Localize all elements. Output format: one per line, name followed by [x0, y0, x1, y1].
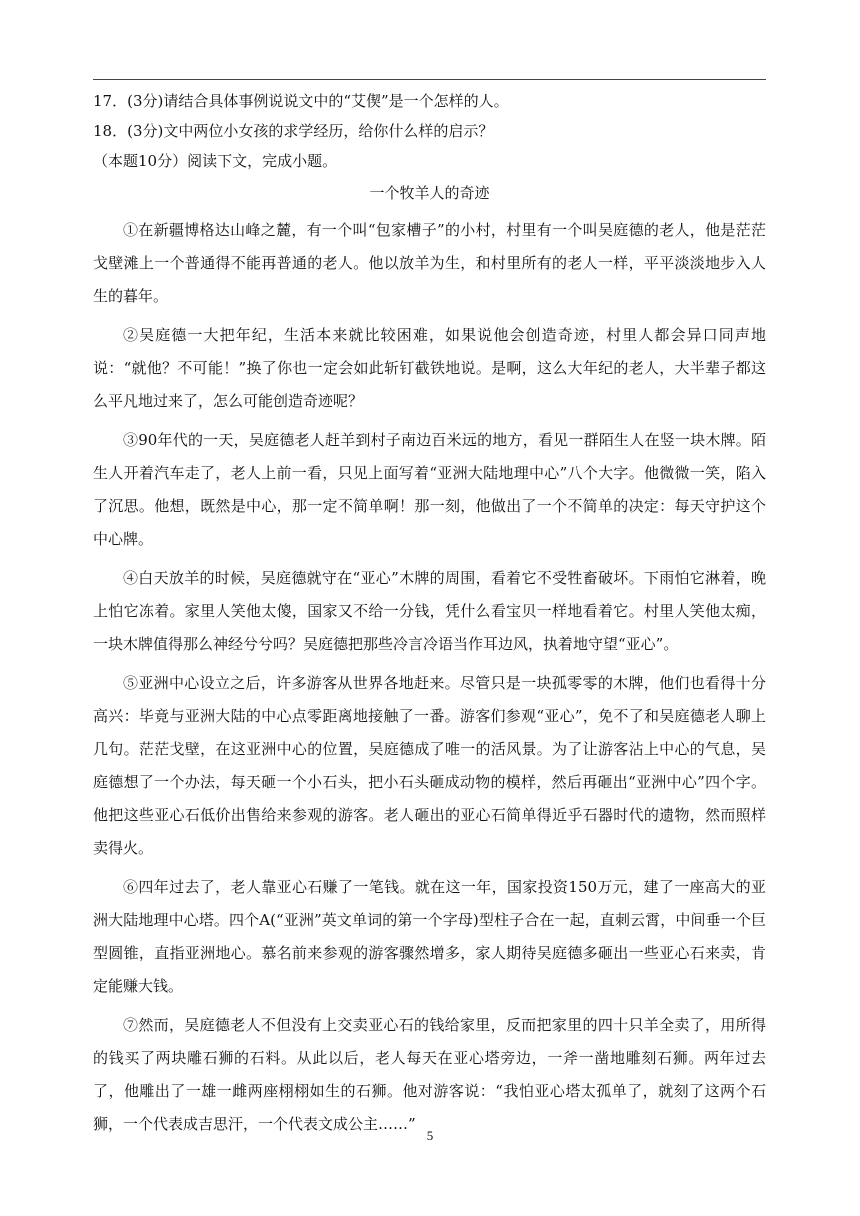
page-content [93, 86, 766, 1147]
article-title: 一个牧羊人的奇迹 [369, 184, 490, 202]
paragraph-3: ③90年代的一天，吴庭德老人赶羊到村子南边百米远的地方，看见一群陌生人在竖一块木牌。陌生人开着汽车走了，老人上前一看，只见上面写着“亚洲大陆地理中心”八个大字。他微微一笑，陷入了沉思。他想，既然是中心，那一定不简单啊！那一刻，他做出了一个不简单的决定：每天守护这个中心牌。 [93, 431, 766, 548]
paragraph-2: ②吴庭德一大把年纪，生活本来就比较困难，如果说他会创造奇迹，村里人都会异口同声地说：“就他？不可能！”换了你也一定会如此斩钉截铁地说。是啊，这么大年纪的老人，大半辈子都这么平凡地过来了，怎么可能创造奇迹呢？ [93, 326, 766, 410]
paragraph-1: ①在新疆博格达山峰之麓，有一个叫“包家槽子”的小村，村里有一个叫吴庭德的老人，他是茫茫戈壁滩上一个普通得不能再普通的老人。他以放羊为生，和村里所有的老人一样，平平淡淡地步入人生的暮年。 [93, 221, 766, 305]
question-17: 17．(3分)请结合具体事例说说文中的“艾偰”是一个怎样的人。 [93, 92, 509, 110]
section-intro: （本题10分）阅读下文，完成小题。 [93, 152, 338, 170]
question-18: 18．(3分)文中两位小女孩的求学经历，给你什么样的启示？ [93, 122, 494, 140]
page-number: 5 [426, 1128, 434, 1143]
paragraph-4: ④白天放羊的时候，吴庭德就守在“亚心”木牌的周围，看着它不受牲畜破坏。下雨怕它淋着，晚上怕它冻着。家里人笑他太傻，国家又不给一分钱，凭什么看宝贝一样地看着它。村里人笑他太痴，一块木牌值得那么神经兮兮吗？吴庭德把那些冷言冷语当作耳边风，执着地守望“亚心”。 [93, 569, 766, 653]
paragraph-5: ⑤亚洲中心设立之后，许多游客从世界各地赶来。尽管只是一块孤零零的木牌，他们也看得十分高兴：毕竟与亚洲大陆的中心点零距离地接触了一番。游客们参观“亚心”，免不了和吴庭德老人聊上几句。茫茫戈壁，在这亚洲中心的位置，吴庭德成了唯一的活风景。为了让游客沾上中心的气息，吴庭德想了一个办法，每天砸一个小石头，把小石头砸成动物的模样，然后再砸出“亚洲中心”四个字。他把这些亚心石低价出售给来参观的游客。老人砸出的亚心石简单得近乎石器时代的遗物，然而照样卖得火。 [93, 674, 766, 857]
paragraph-6: ⑥四年过去了，老人靠亚心石赚了一笔钱。就在这一年，国家投资150万元，建了一座高大的亚洲大陆地理中心塔。四个A(“亚洲”英文单词的第一个字母)型柱子合在一起，直刺云霄，中间垂一个巨型圆锥，直指亚洲地心。慕名前来参观的游客骤然增多，家人期待吴庭德多砸出一些亚心石来卖，肯定能赚大钱。 [93, 878, 766, 995]
header-rule [93, 79, 766, 80]
paragraph-7: ⑦然而，吴庭德老人不但没有上交卖亚心石的钱给家里，反而把家里的四十只羊全卖了，用所得的钱买了两块雕石狮的石料。从此以后，老人每天在亚心塔旁边，一斧一凿地雕刻石狮。两年过去了，他雕出了一雄一雌两座栩栩如生的石狮。他对游客说：“我怕亚心塔太孤单了，就刻了这两个石狮，一个代表成吉思汗，一个代表文成公主……” [93, 1016, 766, 1133]
